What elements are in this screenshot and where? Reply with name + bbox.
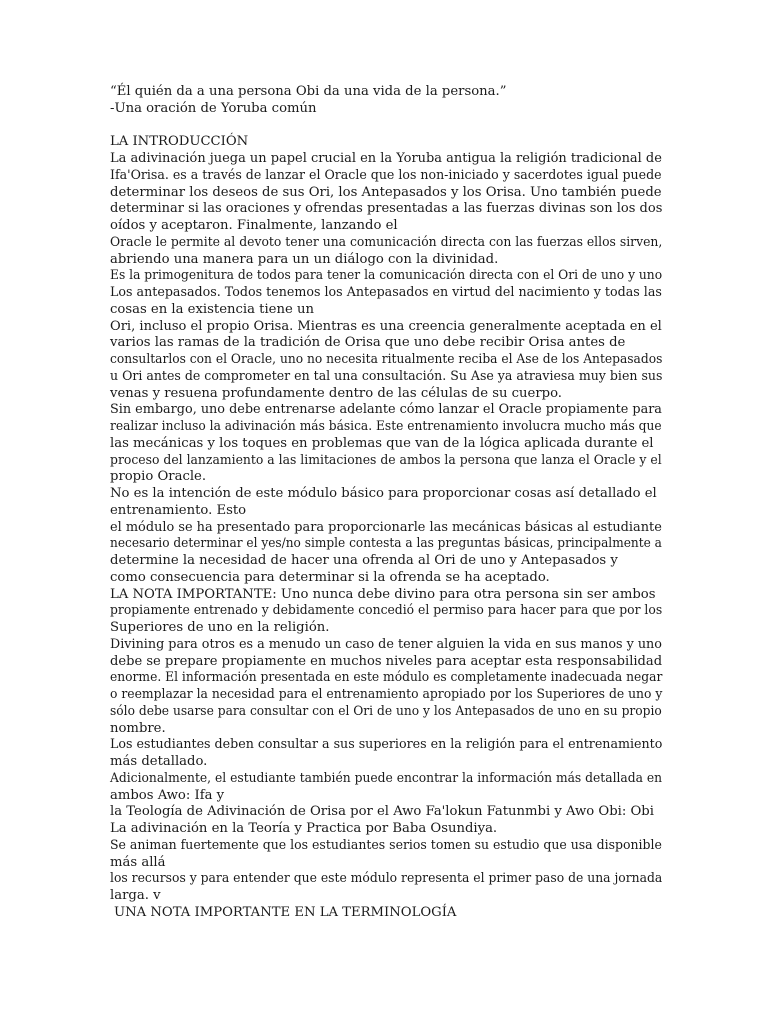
- text-line: como consecuencia para determinar si la ofrenda se ha aceptado.: [110, 569, 550, 585]
- text-line: Oracle le permite al devoto tener una comunicación directa con las fuerzas ellos sirven,: [110, 234, 663, 250]
- text-line: determine la necesidad de hacer una ofrenda al Ori de uno y Antepasados y: [110, 553, 618, 568]
- epigraph-quote: “Él quién da a una persona Obi da una vida de la persona.”: [110, 84, 507, 99]
- epigraph-attribution: -Una oración de Yoruba común: [110, 100, 317, 116]
- text-line: oídos y aceptaron. Finalmente, lanzando el: [110, 218, 398, 233]
- text-line: LA NOTA IMPORTANTE: Uno nunca debe divino para otra persona sin ser ambos: [110, 586, 656, 602]
- text-line: enorme. El información presentada en este módulo es completamente inadecuada negar: [110, 670, 663, 686]
- text-line: Ifa'Orisa. es a través de lanzar el Oracle que los non-iniciado y sacerdotes igual puede: [110, 167, 662, 183]
- text-line: venas y resuena profundamente dentro de las células de su cuerpo.: [110, 385, 563, 401]
- text-line: varios las ramas de la tradición de Orisa que uno debe recibir Orisa antes de: [110, 335, 626, 351]
- text-line: necesario determinar el yes/no simple contesta a las preguntas básicas, principalmente a: [110, 536, 662, 552]
- text-line: propio Oracle.: [110, 469, 207, 485]
- text-line: la Teología de Adivinación de Orisa por el Awo Fa'lokun Fatunmbi y Awo Obi: Obi: [110, 804, 654, 820]
- text-line: cosas en la existencia tiene un: [110, 301, 314, 317]
- text-line: propiamente entrenado y debidamente concedió el permiso para hacer para que por los: [110, 603, 663, 619]
- text-line: proceso del lanzamiento a las limitaciones de ambos la persona que lanza el Oracle y el: [110, 452, 662, 468]
- body-text: [110, 151, 662, 905]
- text-line: las mecánicas y los toques en problemas que van de la lógica aplicada durante el: [110, 435, 654, 451]
- text-line: los recursos y para entender que este módulo representa el primer paso de una jornada: [110, 871, 663, 887]
- text-line: el módulo se ha presentado para proporcionarle las mecánicas básicas al estudiante: [110, 519, 662, 535]
- text-line: abriendo una manera para un un diálogo con la divinidad.: [110, 251, 499, 267]
- text-line: La adivinación juega un papel crucial en la Yoruba antigua la religión tradicional de: [110, 151, 662, 166]
- blank-line: [110, 118, 662, 135]
- section-heading-terminology: UNA NOTA IMPORTANTE EN LA TERMINOLOGÍA: [114, 904, 457, 920]
- text-line: Adicionalmente, el estudiante también puede encontrar la información más detallada en: [110, 770, 663, 786]
- text-line: entrenamiento. Esto: [110, 502, 247, 518]
- text-line: más detallado.: [110, 754, 208, 769]
- text-line: Los estudiantes deben consultar a sus superiores en la religión para el entrenamiento: [110, 737, 663, 753]
- text-line: determinar si las oraciones y ofrendas presentadas a las fuerzas divinas son los dos: [110, 201, 663, 217]
- text-line: realizar incluso la adivinación más básica. Este entrenamiento involucra mucho más que: [110, 419, 662, 434]
- text-line: Los antepasados. Todos tenemos los Antepasados en virtud del nacimiento y todas las: [110, 285, 662, 300]
- section-heading-introduction: LA INTRODUCCIÓN: [110, 134, 249, 150]
- text-line: Divining para otros es a menudo un caso de tener alguien la vida en sus manos y uno: [110, 636, 662, 652]
- text-line: Ori, incluso el propio Orisa. Mientras es una creencia generalmente aceptada en el: [110, 318, 662, 334]
- text-line: La adivinación en la Teoría y Practica por Baba Osundiya.: [110, 821, 498, 836]
- text-line: larga. v: [110, 888, 161, 903]
- text-line: nombre.: [110, 720, 166, 736]
- text-line: ambos Awo: Ifa y: [110, 787, 225, 803]
- text-line: Es la primogenitura de todos para tener la comunicación directa con el Ori de uno y uno: [110, 268, 663, 284]
- text-line: Superiores de uno en la religión.: [110, 620, 330, 635]
- text-line: No es la intención de este módulo básico para proporcionar cosas así detallado el: [110, 486, 657, 501]
- text-line: u Ori antes de comprometer en tal una consultación. Su Ase ya atraviesa muy bien sus: [110, 368, 663, 384]
- text-line: más allá: [110, 854, 166, 870]
- text-line: o reemplazar la necesidad para el entrenamiento apropiado por los Superiores de uno y: [110, 687, 663, 702]
- text-line: debe se prepare propiamente en muchos niveles para aceptar esta responsabilidad: [110, 653, 663, 669]
- text-line: Sin embargo, uno debe entrenarse adelante cómo lanzar el Oracle propiamente para: [110, 402, 662, 418]
- text-line: sólo debe usarse para consultar con el Ori de uno y los Antepasados de uno en su propio: [110, 703, 662, 719]
- text-line: determinar los deseos de sus Ori, los Antepasados y los Orisa. Uno también puede: [110, 184, 662, 200]
- text-line: consultarlos con el Oracle, uno no necesita ritualmente reciba el Ase de los Antepasados: [110, 352, 663, 367]
- text-line: Se animan fuertemente que los estudiantes serios tomen su estudio que usa disponible: [110, 837, 662, 853]
- document-page: [110, 84, 662, 922]
